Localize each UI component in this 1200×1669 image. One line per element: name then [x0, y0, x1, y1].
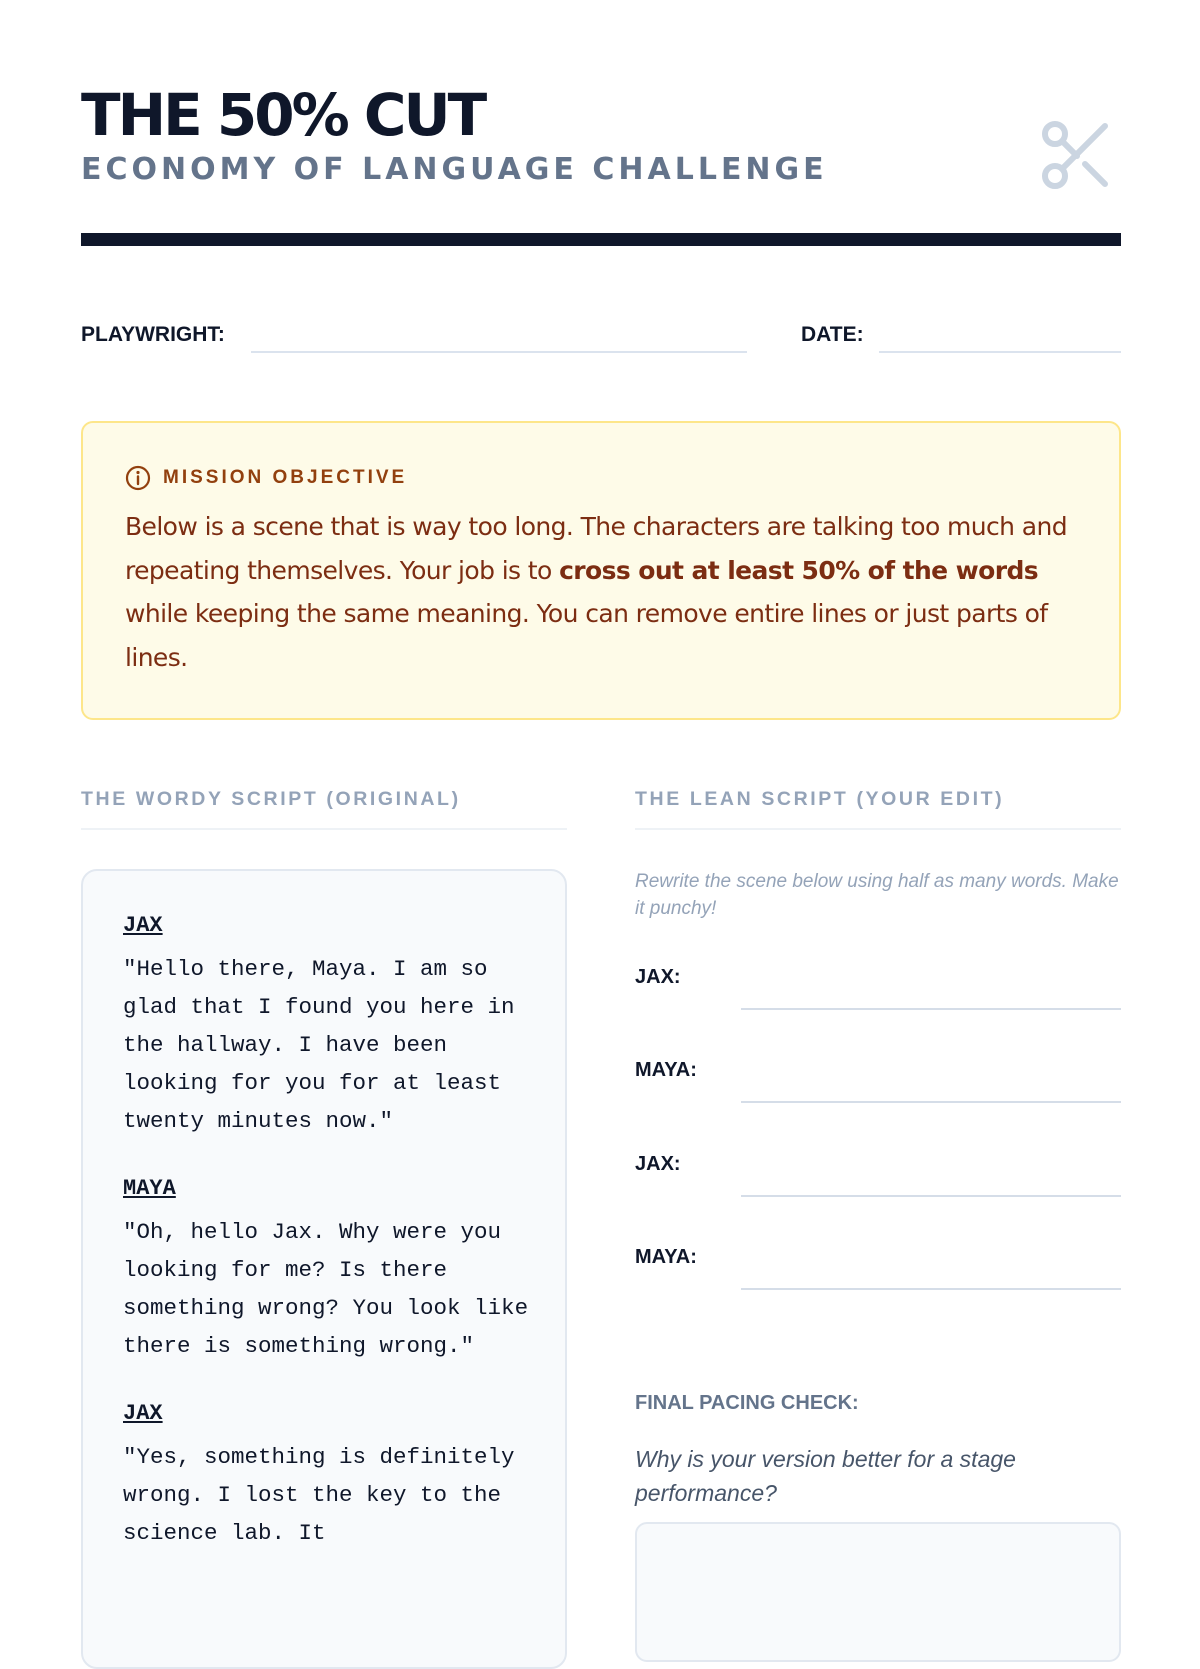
mission-heading-label: MISSION OBJECTIVE	[163, 467, 408, 488]
date-field[interactable]	[879, 351, 1121, 353]
mission-text-start: Below is a scene that is way too long. The characters are talking too much and repeating themselves. Your job is to	[125, 512, 1067, 585]
scissors-icon	[1041, 120, 1111, 190]
speaker-name: JAX	[123, 913, 163, 938]
mission-callout	[81, 421, 1121, 720]
mission-text-emphasis: cross out at least 50% of the words	[559, 555, 1039, 585]
original-script-card	[81, 869, 567, 1669]
pacing-check-label: FINAL PACING CHECK:	[635, 1392, 859, 1414]
header-rule	[81, 233, 1121, 246]
info-icon	[125, 465, 151, 491]
lean-answer-line[interactable]	[741, 1288, 1121, 1290]
script-lines	[123, 911, 533, 1586]
lean-answer-line[interactable]	[741, 1101, 1121, 1103]
lean-row-label: JAX:	[635, 1153, 681, 1175]
lean-answer-line[interactable]	[741, 1195, 1121, 1197]
lean-row-jax	[635, 1145, 1121, 1205]
lean-row-jax	[635, 958, 1121, 1018]
lean-row-maya	[635, 1238, 1121, 1298]
lean-row-maya	[635, 1051, 1121, 1111]
mission-heading	[125, 463, 407, 493]
playwright-field[interactable]	[251, 351, 747, 353]
pacing-answer-box[interactable]	[635, 1522, 1121, 1662]
lean-script-heading: THE LEAN SCRIPT (YOUR EDIT)	[635, 786, 1121, 830]
speech-line: "Hello there, Maya. I am so glad that I found you here in the hallway. I have been looking for you for at least twenty minutes now."	[123, 956, 515, 1134]
lean-row-label: MAYA:	[635, 1059, 697, 1081]
lean-row-label: JAX:	[635, 966, 681, 988]
speech-line: "Yes, something is definitely wrong. I lost the key to the science lab. It	[123, 1444, 515, 1546]
speaker-name: JAX	[123, 1401, 163, 1426]
speech-line: "Oh, hello Jax. Why were you looking for me? Is there something wrong? You look like there is something wrong."	[123, 1219, 529, 1359]
mission-text	[125, 505, 1085, 679]
pacing-check-question: Why is your version better for a stage performance?	[635, 1446, 1016, 1506]
playwright-label: PLAYWRIGHT:	[81, 323, 225, 346]
worksheet-page	[81, 0, 1121, 1600]
mission-text-end: while keeping the same meaning. You can remove entire lines or just parts of lines.	[125, 599, 1048, 672]
page-title: THE 50% CUT	[81, 81, 485, 149]
date-label: DATE:	[801, 323, 864, 346]
page-subtitle: ECONOMY OF LANGUAGE CHALLENGE	[81, 152, 828, 187]
speaker-name: MAYA	[123, 1176, 176, 1201]
original-script-heading: THE WORDY SCRIPT (ORIGINAL)	[81, 786, 567, 830]
lean-script-instructions: Rewrite the scene below using half as many words. Make it punchy!	[635, 871, 1119, 919]
lean-answer-line[interactable]	[741, 1008, 1121, 1010]
lean-row-label: MAYA:	[635, 1246, 697, 1268]
